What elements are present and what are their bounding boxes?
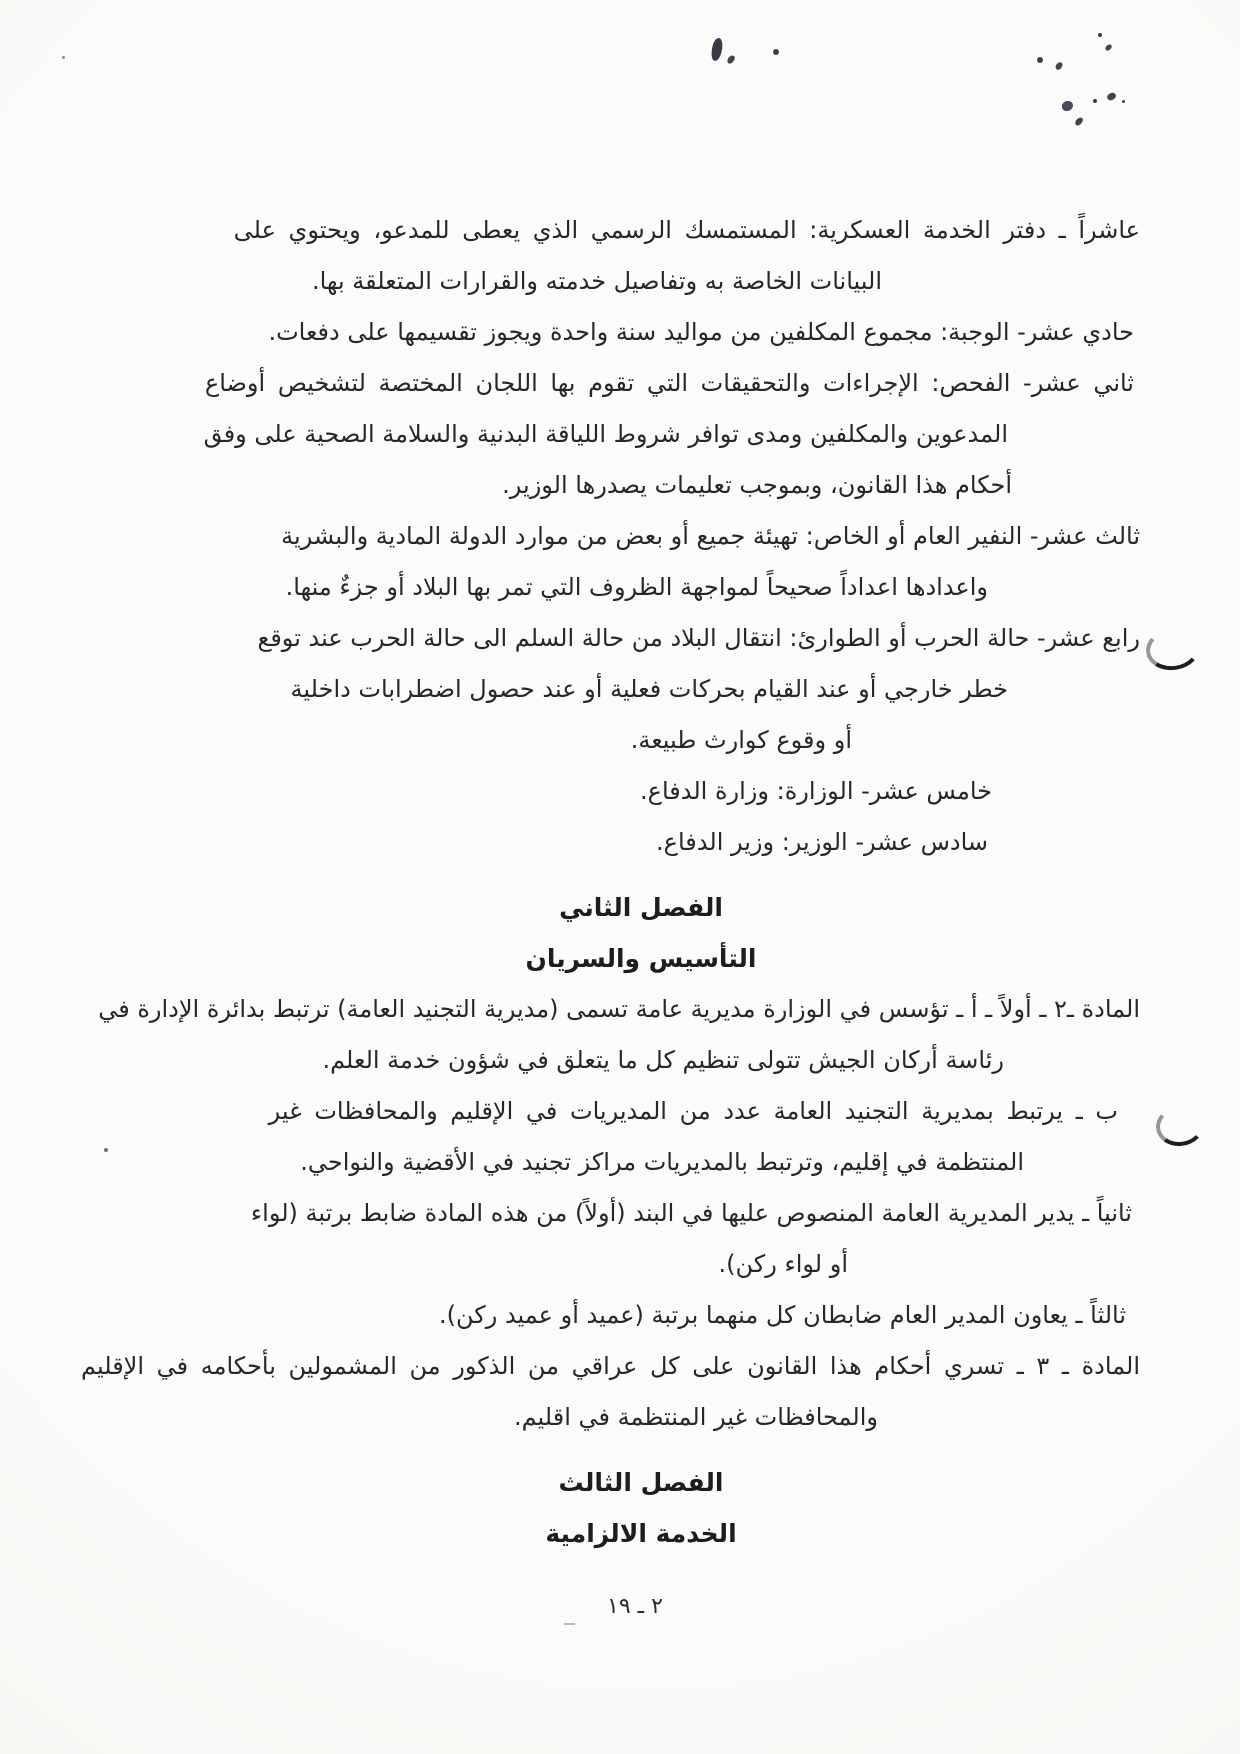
text-line: خطر خارجي أو عند القيام بحركات فعلية أو عند حصول اضطرابات داخلية — [290, 675, 1008, 703]
text-line: ثالث عشر- النفير العام أو الخاص: تهيئة جميع أو بعض من موارد الدولة المادية والبشرية — [281, 522, 1140, 550]
text-line: أحكام هذا القانون، وبموجب تعليمات يصدرها الوزير. — [502, 471, 1012, 499]
ink-speck — [1093, 99, 1097, 103]
ink-speck — [1098, 33, 1102, 37]
chapter-heading: التأسيس والسريان — [525, 944, 757, 973]
ink-speck — [1037, 57, 1043, 63]
text-line: ب ـ يرتبط بمديرية التجنيد العامة عدد من المديريات في الإقليم والمحافظات غير — [268, 1097, 1118, 1125]
chapter-heading: الفصل الثالث — [558, 1468, 724, 1497]
text-line: ثاني عشر- الفحص: الإجراءات والتحقيقات التي تقوم بها اللجان المختصة لتشخيص أوضاع — [204, 369, 1134, 397]
text-line: عاشراً ـ دفتر الخدمة العسكرية: المستمسك الرسمي الذي يعطى للمدعو، ويحتوي على — [233, 216, 1140, 244]
text-line: المادة ـ٢ ـ أولاً ـ أ ـ تؤسس في الوزارة مديرية عامة تسمى (مديرية التجنيد العامة) ترتبط بدائرة الإدارة في — [98, 995, 1140, 1023]
text-line: أو لواء ركن). — [718, 1250, 848, 1278]
faint-dash — [564, 1623, 575, 1625]
text-line: أو وقوع كوارث طبيعة. — [630, 726, 852, 754]
text-line: والمحافظات غير المنتظمة في اقليم. — [513, 1403, 878, 1431]
chapter-heading: الخدمة الالزامية — [545, 1519, 737, 1548]
text-line: حادي عشر- الوجبة: مجموع المكلفين من مواليد سنة واحدة ويجوز تقسيمها على دفعات. — [268, 318, 1134, 346]
text-line: ثالثاً ـ يعاون المدير العام ضابطان كل منهما برتبة (عميد أو عميد ركن). — [439, 1301, 1126, 1329]
ink-speck — [773, 49, 779, 55]
text-line: واعدادها اعداداً صحيحاً لمواجهة الظروف التي تمر بها البلاد أو جزءٌ منها. — [285, 573, 988, 601]
text-line: رابع عشر- حالة الحرب أو الطوارئ: انتقال البلاد من حالة السلم الى حالة الحرب عند توقع — [257, 624, 1140, 652]
ink-speck — [62, 56, 65, 59]
page-number: ٢ ـ ١٩ — [607, 1594, 663, 1619]
text-line: المادة ـ ٣ ـ تسري أحكام هذا القانون على كل عراقي من الذكور من المشمولين بأحكامه في الإقليم — [81, 1352, 1140, 1380]
text-line: المنتظمة في إقليم، وترتبط بالمديريات مراكز تجنيد في الأقضية والنواحي. — [300, 1148, 1024, 1176]
text-line: رئاسة أركان الجيش تتولى تنظيم كل ما يتعلق في شؤون خدمة العلم. — [322, 1046, 1004, 1074]
chapter-heading: الفصل الثاني — [559, 893, 723, 922]
text-line: البيانات الخاصة به وتفاصيل خدمته والقرارات المتعلقة بها. — [311, 267, 882, 295]
text-line: خامس عشر- الوزارة: وزارة الدفاع. — [640, 777, 992, 805]
text-line: المدعوين والمكلفين ومدى توافر شروط اللياقة البدنية والسلامة الصحية على وفق — [203, 420, 1008, 448]
ink-speck — [1122, 100, 1125, 103]
text-line: سادس عشر- الوزير: وزير الدفاع. — [656, 828, 988, 856]
ink-speck — [104, 1148, 108, 1152]
text-line: ثانياً ـ يدير المديرية العامة المنصوص عليها في البند (أولاً) من هذه المادة ضابط برتبة (لواء — [250, 1199, 1132, 1227]
